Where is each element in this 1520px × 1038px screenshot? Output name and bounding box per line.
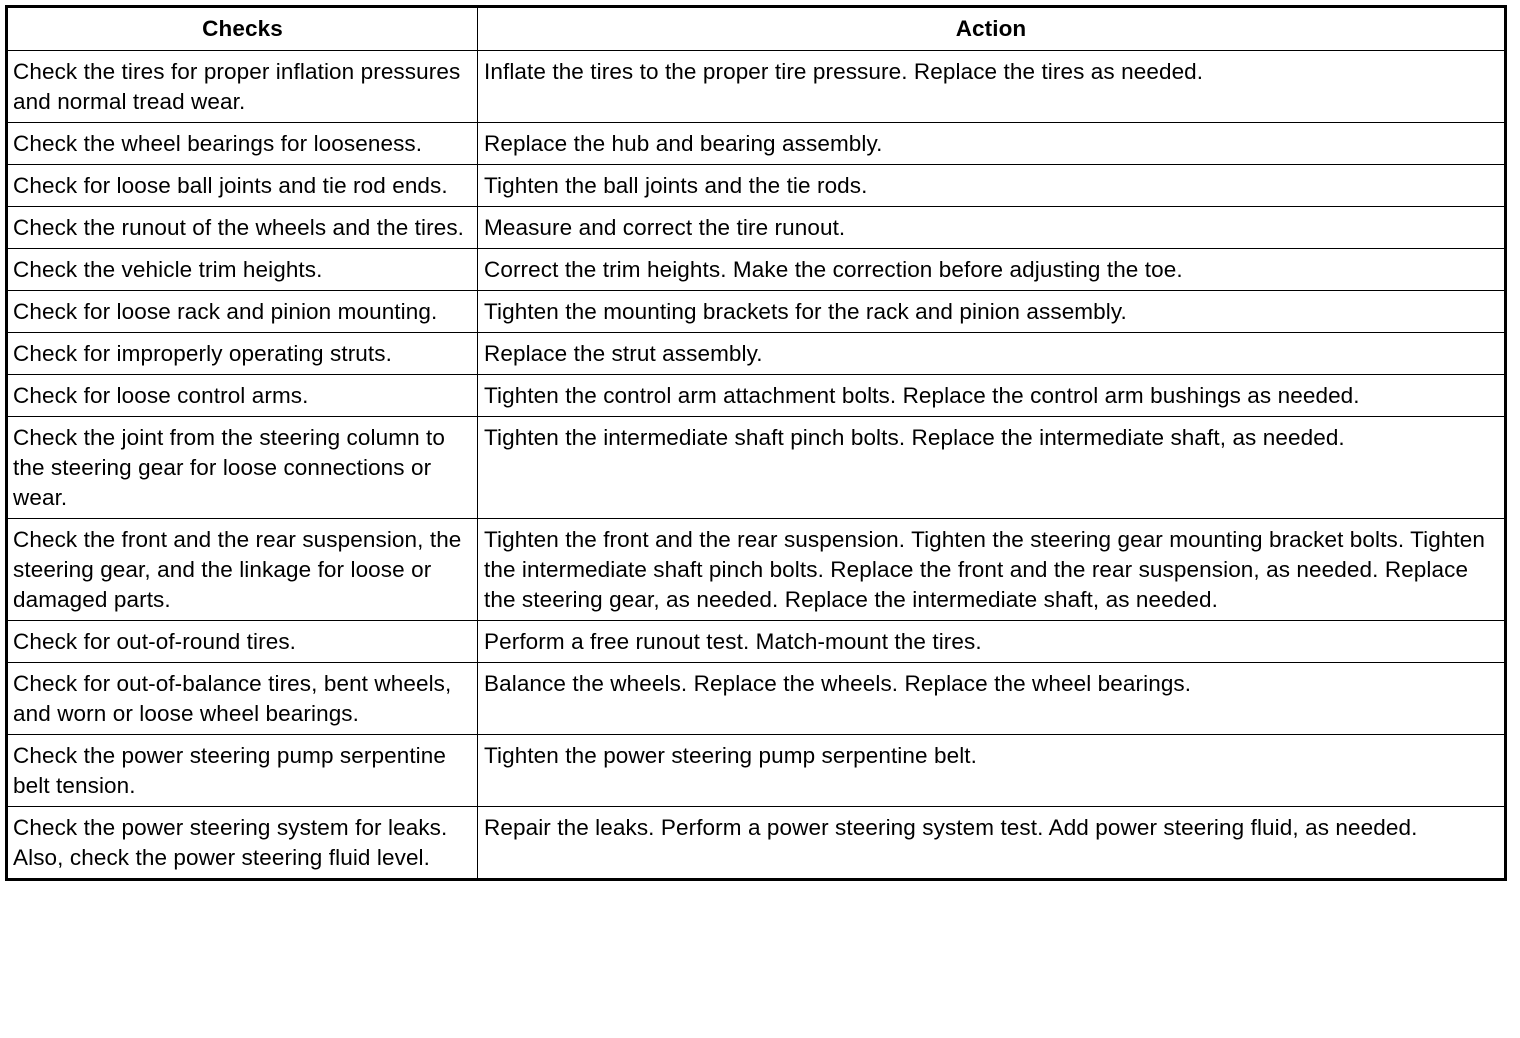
- table-row: [7, 51, 1506, 123]
- check-cell: Check for improperly operating struts.: [7, 333, 478, 375]
- check-cell: Check the front and the rear suspension, the steering gear, and the linkage for loose or damaged parts.: [7, 519, 478, 621]
- action-cell: Tighten the front and the rear suspension. Tighten the steering gear mounting bracket bolts. Tighten the intermediate shaft pinch bolts. Replace the front and the rear suspension, as needed. Replace the steering gear, as needed. Replace the intermediate shaft, as needed.: [478, 519, 1506, 621]
- check-cell: Check the power steering system for leaks. Also, check the power steering fluid level.: [7, 807, 478, 880]
- table-row: [7, 735, 1506, 807]
- action-cell: Tighten the control arm attachment bolts. Replace the control arm bushings as needed.: [478, 375, 1506, 417]
- column-header-action: Action: [478, 7, 1506, 51]
- action-cell: Replace the hub and bearing assembly.: [478, 123, 1506, 165]
- table-row: [7, 291, 1506, 333]
- action-cell: Balance the wheels. Replace the wheels. Replace the wheel bearings.: [478, 663, 1506, 735]
- action-cell: Correct the trim heights. Make the correction before adjusting the toe.: [478, 249, 1506, 291]
- check-cell: Check for out-of-balance tires, bent wheels, and worn or loose wheel bearings.: [7, 663, 478, 735]
- action-cell: Inflate the tires to the proper tire pressure. Replace the tires as needed.: [478, 51, 1506, 123]
- action-cell: Tighten the mounting brackets for the rack and pinion assembly.: [478, 291, 1506, 333]
- check-cell: Check for out-of-round tires.: [7, 621, 478, 663]
- check-cell: Check the power steering pump serpentine belt tension.: [7, 735, 478, 807]
- table-row: [7, 249, 1506, 291]
- table-row: [7, 123, 1506, 165]
- table-row: [7, 207, 1506, 249]
- check-cell: Check for loose ball joints and tie rod ends.: [7, 165, 478, 207]
- check-cell: Check the tires for proper inflation pressures and normal tread wear.: [7, 51, 478, 123]
- header-row: [7, 7, 1506, 51]
- check-cell: Check the joint from the steering column to the steering gear for loose connections or wear.: [7, 417, 478, 519]
- column-header-checks: Checks: [7, 7, 478, 51]
- check-cell: Check for loose rack and pinion mounting.: [7, 291, 478, 333]
- action-cell: Measure and correct the tire runout.: [478, 207, 1506, 249]
- diagnostic-table: [5, 5, 1507, 881]
- table-row: [7, 807, 1506, 880]
- table-row: [7, 663, 1506, 735]
- action-cell: Tighten the ball joints and the tie rods.: [478, 165, 1506, 207]
- action-cell: Replace the strut assembly.: [478, 333, 1506, 375]
- table-row: [7, 165, 1506, 207]
- action-cell: Tighten the power steering pump serpentine belt.: [478, 735, 1506, 807]
- check-cell: Check for loose control arms.: [7, 375, 478, 417]
- table-row: [7, 333, 1506, 375]
- table-row: [7, 375, 1506, 417]
- action-cell: Perform a free runout test. Match-mount the tires.: [478, 621, 1506, 663]
- action-cell: Tighten the intermediate shaft pinch bolts. Replace the intermediate shaft, as needed.: [478, 417, 1506, 519]
- table-row: [7, 417, 1506, 519]
- action-cell: Repair the leaks. Perform a power steering system test. Add power steering fluid, as needed.: [478, 807, 1506, 880]
- table-row: [7, 519, 1506, 621]
- check-cell: Check the wheel bearings for looseness.: [7, 123, 478, 165]
- check-cell: Check the vehicle trim heights.: [7, 249, 478, 291]
- check-cell: Check the runout of the wheels and the tires.: [7, 207, 478, 249]
- table-row: [7, 621, 1506, 663]
